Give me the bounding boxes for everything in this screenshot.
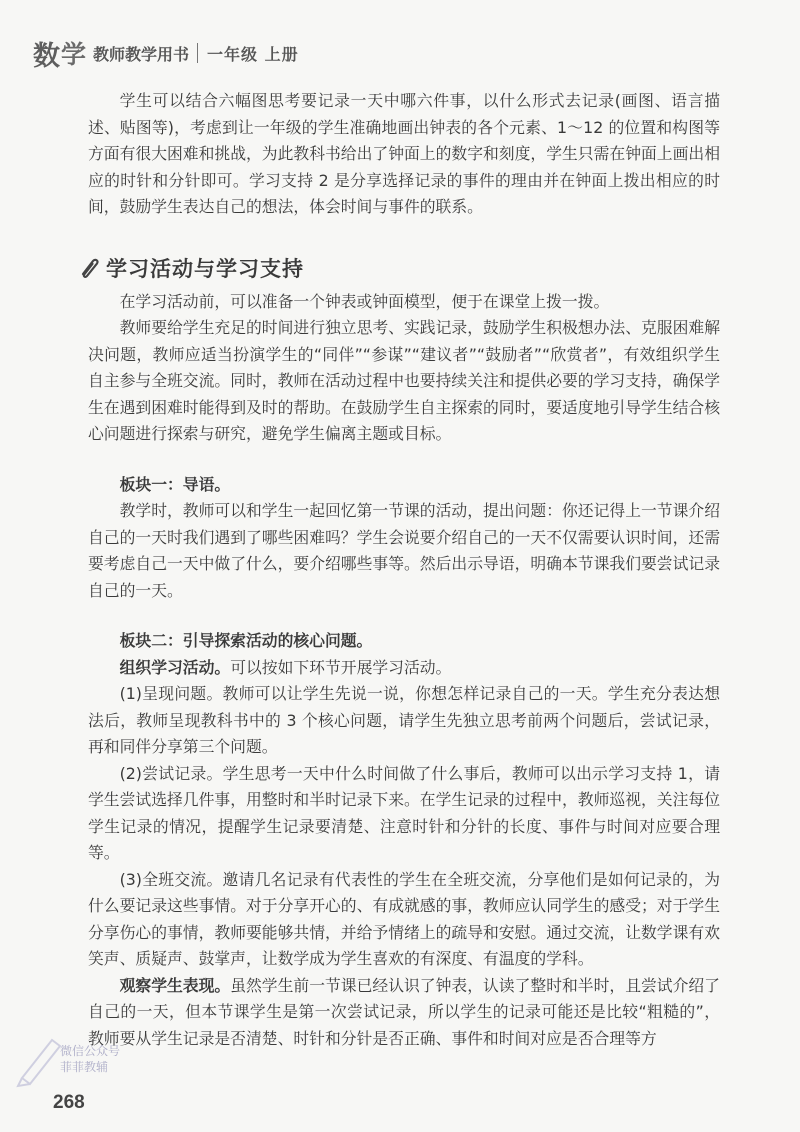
section-paragraph-2: 教师要给学生充足的时间进行独立思考、实践记录，鼓励学生积极想办法、克服困难解决问题，教师应适当扮演学生的“同伴”“参谋”“建议者”“鼓励者”“欣赏者”，有效组织学生自主参与全班交流。同时，教师在活动过程中也要持续关注和提供必要的学习支持，确保学生在遇到困难时能得到及时的帮助。在鼓励学生自主探索的同时，要适度地引导学生结合核心问题进行探索与研究，避免学生偏离主题或目标。 — [88, 318, 720, 443]
intro-paragraph: 学生可以结合六幅图思考要记录一天中哪六件事，以什么形式去记录(画图、语言描述、贴图等)，考虑到让一年级的学生准确地画出钟表的各个元素、1～12 的位置和构图等方面有很大困难和挑战，为此教科书给出了钟面上的数字和刻度，学生只需在钟面上画出相应的时针和分针即可。学习支持 2 是分享选择记录的事件的理由并在钟面上拨出相应的时间，鼓励学生表达自己的想法，体会时间与事件的联系。 — [88, 91, 720, 216]
organize-paragraph — [88, 655, 720, 682]
watermark-line-2: 菲菲教辅 — [60, 1060, 109, 1074]
section-heading — [76, 253, 720, 283]
block1-title: 板块一：导语。 — [119, 474, 231, 494]
section-paragraph-1: 在学习活动前，可以准备一个钟表或钟面模型，便于在课堂上拨一拨。 — [119, 291, 610, 311]
block1-paragraph: 教学时，教师可以和学生一起回忆第一节课的活动，提出问题：你还记得上一节课介绍自己的一天时我们遇到了哪些困难吗？学生会说要介绍自己的一天不仅需要认识时间，还需要考虑自己一天中做了什么，要介绍哪些事等。然后出示导语，明确本节课我们要尝试记录自己的一天。 — [88, 501, 720, 600]
page-header — [33, 36, 299, 70]
section-title: 学习活动与学习支持 — [106, 256, 304, 281]
block2-title: 板块二：引导探索活动的核心问题。 — [119, 631, 373, 650]
logo-char-1: 数 — [33, 40, 61, 72]
logo-char-2: 学 — [61, 40, 88, 69]
observe-label: 观察学生表现。 — [119, 975, 231, 995]
observe-paragraph — [88, 973, 720, 1053]
page-content — [88, 88, 720, 1052]
step-3: (3)全班交流。邀请几名记录有代表性的学生在全班交流，分享他们是如何记录的，为什么要记录这些事情。对于分享开心的、有成就感的事，教师应认同学生的感受；对于学生分享伤心的事情，教师要能够共情，并给予情绪上的疏导和安慰。通过交流，让数学课有欢笑声、质疑声、鼓掌声，让数学成为学生喜欢的有深度、有温度的学科。 — [88, 869, 720, 968]
book-title: 教师教学用书 — [93, 44, 190, 64]
organize-label: 组织学习活动。 — [119, 657, 231, 677]
watermark — [60, 1043, 120, 1075]
subject-logo — [33, 34, 87, 73]
page-number: 268 — [53, 1092, 85, 1113]
observe-text: 虽然学生前一节课已经认识了钟表，认读了整时和半时，且尝试介绍了自己的一天，但本节课学生是第一次尝试记录，所以学生的记录可能还是比较“粗糙的”，教师要从学生记录是否清楚、时针和分针是否正确、事件和时间对应是否合理等方 — [88, 975, 720, 1048]
watermark-line-1: 微信公众号 — [60, 1044, 121, 1058]
organize-text: 可以按如下环节开展学习活动。 — [230, 657, 452, 677]
step-1: (1)呈现问题。教师可以让学生先说一说，你想怎样记录自己的一天。学生充分表达想法后，教师呈现教科书中的 3 个核心问题，请学生先独立思考前两个问题后，尝试记录，再和同伴分享第三个问题。 — [88, 684, 720, 756]
step-2: (2)尝试记录。学生思考一天中什么时间做了什么事后，教师可以出示学习支持 1，请学生尝试选择几件事，用整时和半时记录下来。在学生记录的过程中，教师巡视，关注每位学生记录的情况，提醒学生记录要清楚、注意时针和分针的长度、事件与时间对应要合理等。 — [88, 763, 720, 862]
paperclip-icon — [76, 255, 102, 281]
header-divider — [197, 43, 198, 63]
grade-label: 一年级 上册 — [207, 44, 299, 64]
